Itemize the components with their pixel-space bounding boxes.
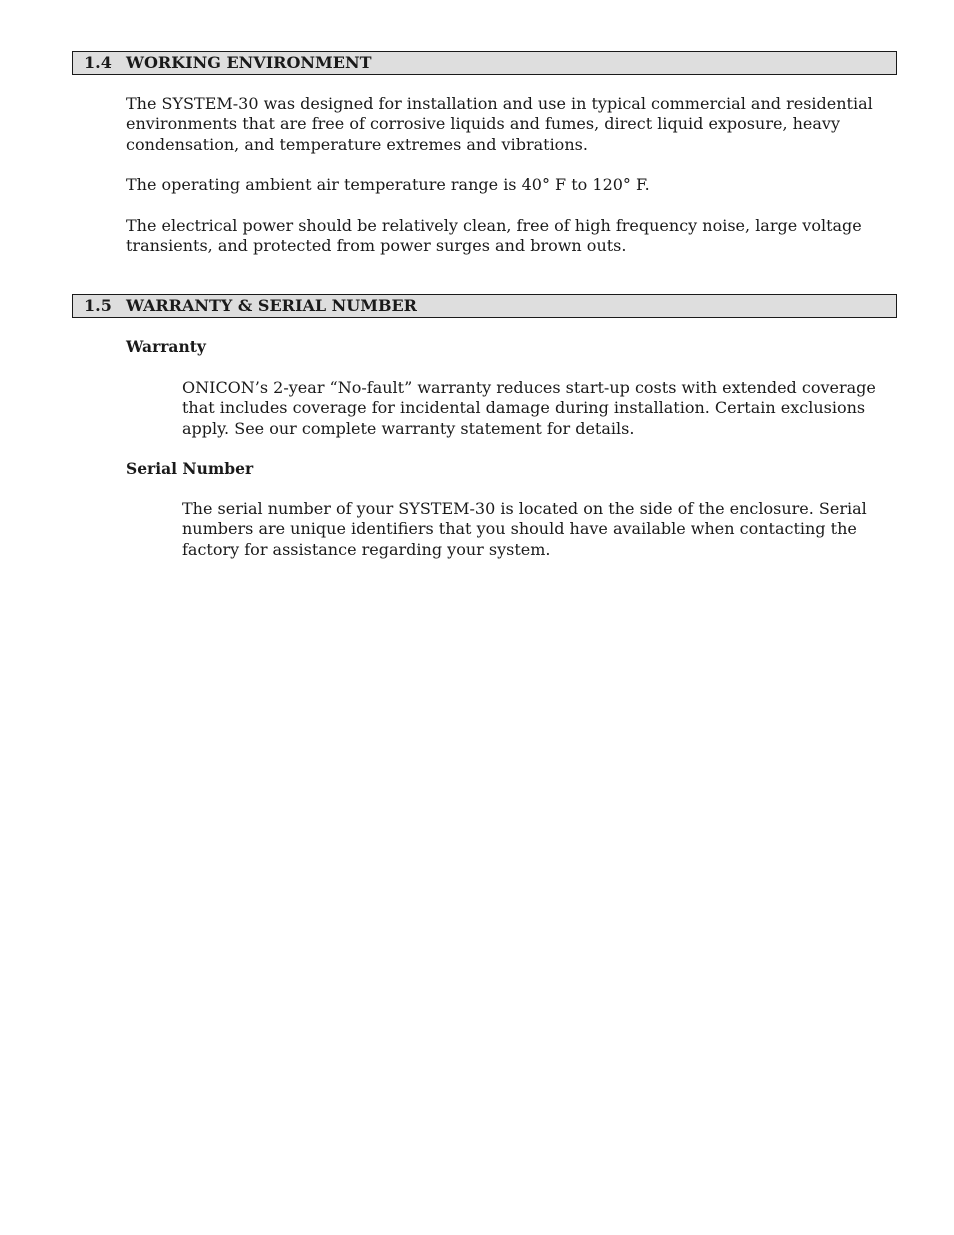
temperature-range-paragraph: The operating ambient air temperature range is 40° F to 120° F.	[126, 175, 650, 194]
serial-number-paragraph: The serial number of your SYSTEM-30 is located on the side of the enclosure. Serial numbers are unique identifiers that you should have available when contacting the factory for assistance regarding your system.	[182, 499, 867, 559]
electrical-power-paragraph: The electrical power should be relatively clean, free of high frequency noise, large voltage transients, and protected from power surges and brown outs.	[126, 216, 862, 256]
warranty-paragraph: ONICON’s 2-year “No-fault” warranty reduces start-up costs with extended coverage that includes coverage for incidental damage during installation. Certain exclusions apply. See our complete warranty statement for details.	[182, 378, 876, 438]
section-header-working-environment	[72, 51, 897, 75]
warranty-subheading: Warranty	[126, 337, 206, 356]
section-header-warranty-serial	[72, 294, 897, 318]
environment-paragraph: The SYSTEM-30 was designed for installation and use in typical commercial and residential environments that are free of corrosive liquids and fumes, direct liquid exposure, heavy condensation, and temperature extremes and vibrations.	[126, 94, 873, 154]
section-number: 1.5	[84, 296, 112, 315]
serial-number-subheading: Serial Number	[126, 459, 254, 478]
section-title: WARRANTY & SERIAL NUMBER	[126, 296, 417, 315]
section-title: WORKING ENVIRONMENT	[126, 53, 372, 72]
section-number: 1.4	[84, 53, 112, 72]
